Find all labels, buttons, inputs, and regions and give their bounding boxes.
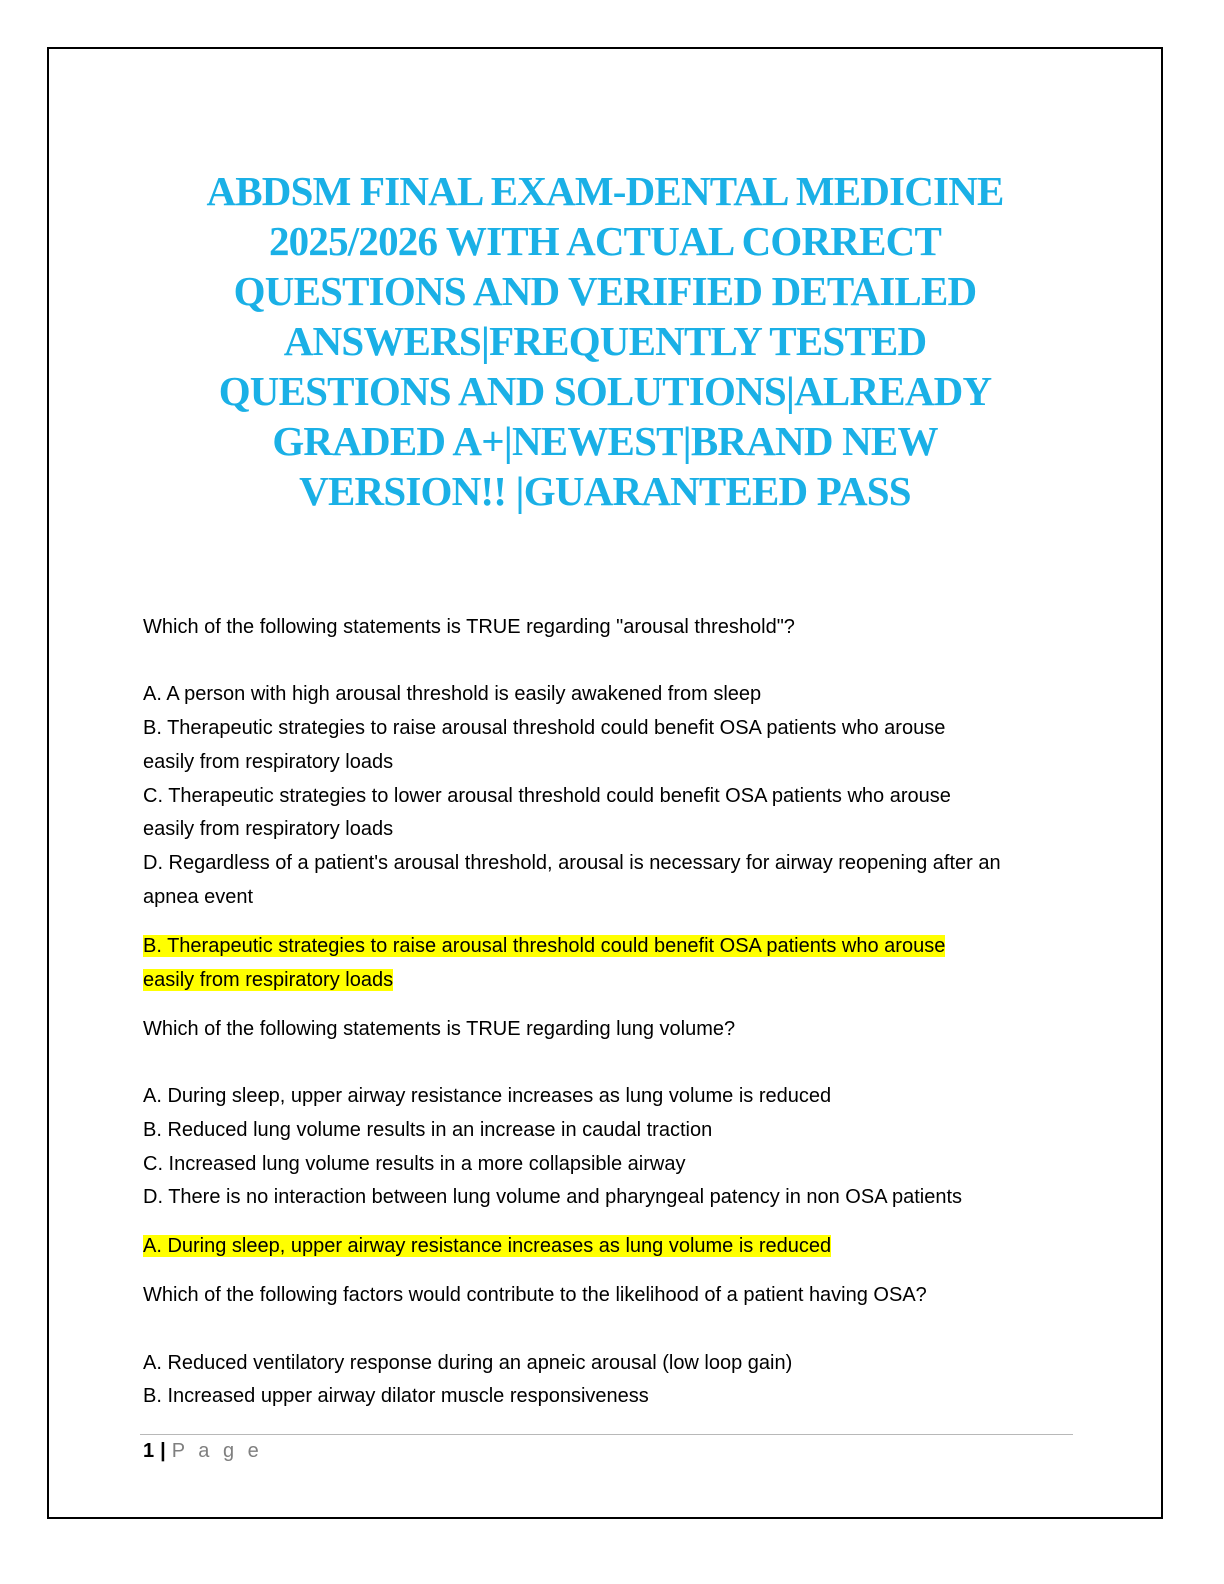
question-1-option-line: easily from respiratory loads	[143, 751, 394, 773]
question-1-option-line: C. Therapeutic strategies to lower arousal threshold could benefit OSA patients who arouse	[143, 785, 951, 807]
question-1-text: Which of the following statements is TRUE regarding "arousal threshold"?	[143, 616, 795, 638]
question-1-answer-highlight: B. Therapeutic strategies to raise arousal threshold could benefit OSA patients who arouse	[143, 935, 946, 957]
question-2-option-line: A. During sleep, upper airway resistance increases as lung volume is reduced	[143, 1085, 832, 1107]
page-label: P a g e	[171, 1440, 263, 1462]
title-line: QUESTIONS AND VERIFIED DETAILED	[233, 268, 977, 314]
question-2-option-line: B. Reduced lung volume results in an increase in caudal traction	[143, 1119, 713, 1141]
question-1-option-line: B. Therapeutic strategies to raise arousal threshold could benefit OSA patients who arouse	[143, 717, 946, 739]
page-number: 1	[143, 1440, 155, 1462]
question-1-option-line: easily from respiratory loads	[143, 818, 394, 840]
footer-separator: |	[160, 1440, 166, 1462]
question-3-text: Which of the following factors would contribute to the likelihood of a patient having OSA?	[143, 1284, 927, 1306]
title-line: ABDSM FINAL EXAM-DENTAL MEDICINE	[206, 168, 1004, 214]
title-line: VERSION!! |GUARANTEED PASS	[299, 468, 911, 514]
question-1-option-line: A. A person with high arousal threshold is easily awakened from sleep	[143, 683, 762, 705]
page-footer	[143, 1440, 263, 1463]
question-2-option-line: D. There is no interaction between lung volume and pharyngeal patency in non OSA patients	[143, 1186, 963, 1208]
question-2-text: Which of the following statements is TRUE regarding lung volume?	[143, 1018, 736, 1040]
title-line: GRADED A+|NEWEST|BRAND NEW	[272, 418, 938, 464]
document-title	[120, 166, 1090, 516]
question-1-option-line: apnea event	[143, 886, 254, 908]
footer-rule	[140, 1434, 1073, 1435]
question-1-answer-highlight: easily from respiratory loads	[143, 969, 394, 991]
title-line: ANSWERS|FREQUENTLY TESTED	[283, 318, 927, 364]
title-line: QUESTIONS AND SOLUTIONS|ALREADY	[218, 368, 992, 414]
question-2-answer-highlight: A. During sleep, upper airway resistance increases as lung volume is reduced	[143, 1235, 832, 1257]
question-1-option-line: D. Regardless of a patient's arousal threshold, arousal is necessary for airway reopening after an	[143, 852, 1001, 874]
title-line: 2025/2026 WITH ACTUAL CORRECT	[268, 218, 942, 264]
question-3-option-line: B. Increased upper airway dilator muscle responsiveness	[143, 1385, 649, 1407]
question-2-option-line: C. Increased lung volume results in a more collapsible airway	[143, 1153, 686, 1175]
question-3-option-line: A. Reduced ventilatory response during an apneic arousal (low loop gain)	[143, 1352, 793, 1374]
